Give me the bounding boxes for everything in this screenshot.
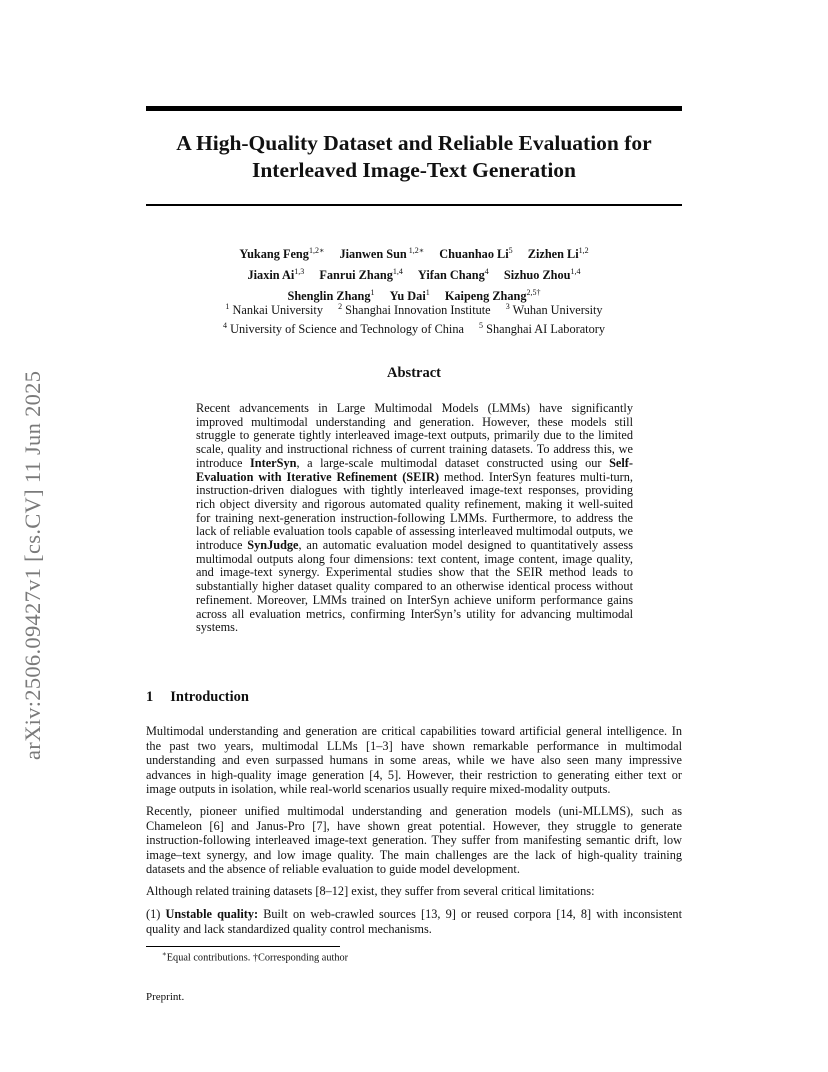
abstract-heading: Abstract [387, 365, 441, 381]
author-list [146, 242, 682, 305]
footnote: ∗Equal contributions. †Corresponding author [162, 950, 349, 964]
affiliation: $^2$ Shanghai Innovation Institute [338, 302, 491, 318]
affiliation-row [146, 299, 682, 318]
author: Jiaxin Ai$^{1,3}$ [247, 267, 305, 283]
author: Yu Dai$^1$ [389, 288, 430, 304]
section-title: Introduction [170, 689, 249, 705]
author: Chuanhao Li$^5$ [439, 246, 513, 262]
author: Kaipeng Zhang$^{2,5\dagger}$ [444, 288, 541, 304]
preprint-label: Preprint. [146, 991, 185, 1003]
title-top-rule [146, 106, 682, 111]
section-number: 1 [146, 689, 154, 705]
affiliation-row [146, 318, 682, 337]
author: Zizhen Li$^{1,2}$ [527, 246, 589, 262]
author-row [146, 263, 682, 284]
paper-title [146, 130, 682, 184]
abstract-text: Recent advancements in Large Multimodal Models (LMMs) have significantly improved multimodal understanding and generation. However, these models still struggle to generate tightly interleaved image-text outputs, primarily due to the limited scale, quality and instructional richness of current training datasets. To address this, we introduce InterSyn, a large-scale multimodal dataset constructed using our Self-Evaluation with Iterative Refinement (SEIR) method. InterSyn features multi-turn, instruction-driven dialogues with tightly interleaved image-text responses, providing rich object diversity and rigorous automated quality refinement, making it well-suited for training next-generation instruction-following LMMs. Furthermore, to address the lack of reliable evaluation tools capable of assessing interleaved multimodal outputs, we introduce SynJudge, an automatic evaluation model designed to quantitatively assess multimodal outputs along four dimensions: text content, image content, image quality, and image-text synergy. Experimental studies show that the SEIR method leads to substantially higher dataset quality compared to an otherwise identical process without refinement. Moreover, LMMs trained on InterSyn achieve uniform performance gains across all evaluation metrics, confirming InterSyn’s utility for advancing multimodal systems. [196, 401, 633, 635]
title-line-2: Interleaved Image-Text Generation [251, 158, 577, 182]
intersyn-term: InterSyn [250, 455, 297, 470]
intro-paragraph-2: Recently, pioneer unified multimodal understanding and generation models (uni-MLLMS), such as Chameleon [6] and Janus-Pro [7], have shown great potential. However, they struggle to generate instruction-following interleaved image-text generation. They suffer from manifesting semantic drift, low image–text synergy, and low image quality. The main challenges are the lack of high-quality training datasets and the absence of reliable evaluation to guide model development. [146, 804, 682, 877]
arxiv-identifier: arXiv:2506.09427v1 [cs.CV] 11 Jun 2025 [20, 370, 45, 760]
title-line-1: A High-Quality Dataset and Reliable Evaluation for [176, 131, 652, 155]
author: Sizhuo Zhou$^{1,4}$ [503, 267, 581, 283]
intro-limitation-item-1: (1) Unstable quality: Built on web-crawled sources [13, 9] or reused corpora [14, 8] with inconsistent quality and lack standardized quality control mechanisms. [146, 907, 682, 936]
affiliation: $^4$ University of Science and Technology of China [223, 321, 464, 337]
intro-paragraph-3: Although related training datasets [8–12] exist, they suffer from several critical limitations: [146, 884, 595, 898]
section-heading-introduction [146, 689, 249, 706]
author: Jianwen Sun $^{1,2∗}$ [339, 246, 425, 262]
affiliation: $^1$ Nankai University [225, 302, 323, 318]
author: Yukang Feng$^{1,2∗}$ [239, 246, 325, 262]
author-row [146, 242, 682, 263]
affiliation-list [146, 299, 682, 337]
author: Yifan Chang$^4$ [417, 267, 489, 283]
title-bottom-rule [146, 204, 682, 206]
seir-term: Self-Evaluation with Iterative Refinement (SEIR) [196, 455, 633, 484]
author: Shenglin Zhang$^1$ [287, 288, 375, 304]
affiliation: $^3$ Wuhan University [505, 302, 603, 318]
author: Fanrui Zhang$^{1,4}$ [319, 267, 403, 283]
intro-paragraph-1: Multimodal understanding and generation are critical capabilities toward artificial general intelligence. In the past two years, multimodal LLMs [1–3] have shown remarkable performance in multimodal understanding and even surpassed humans in some areas, while we have also seen many impressive advances in high-quality image generation [4, 5]. However, their restriction to generating either text or image outputs in isolation, while real-world scenarios usually require mixed-modality outputs. [146, 724, 682, 797]
synjudge-term: SynJudge [247, 538, 299, 553]
affiliation: $^5$ Shanghai AI Laboratory [479, 321, 605, 337]
footnote-rule [146, 946, 340, 947]
